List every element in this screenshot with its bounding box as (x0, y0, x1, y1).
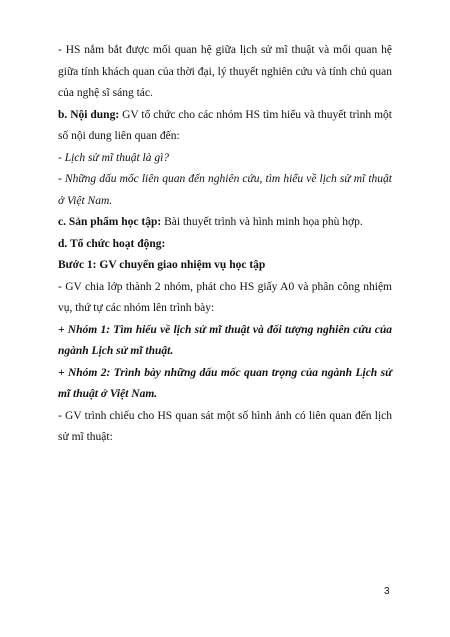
group-assignment-paragraph: - GV chia lớp thành 2 nhóm, phát cho HS giấy A0 và phân công nhiệm vụ, thứ tự các nhóm lên trình bày: (58, 280, 392, 314)
organization-heading: d. Tổ chức hoạt động: (58, 237, 166, 250)
question-item: - Lịch sử mĩ thuật là gì? (58, 151, 170, 164)
slideshow-paragraph: - GV trình chiếu cho HS quan sát một số hình ảnh có liên quan đến lịch sử mĩ thuật: (58, 409, 392, 443)
content-paragraph (58, 105, 392, 148)
objective-paragraph: - HS nắm bắt được mối quan hệ giữa lịch sử mĩ thuật và mối quan hệ giữa tính khách quan của thời đại, lý thuyết nghiên cứu và tính chủ quan của nghệ sĩ sáng tác. (58, 44, 392, 99)
step-1-heading: Bước 1: GV chuyển giao nhiệm vụ học tập (58, 259, 266, 271)
group-2-task: + Nhóm 2: Trình bày những dấu mốc quan trọng của ngành Lịch sử mĩ thuật ở Việt Nam. (58, 366, 392, 400)
page-number: 3 (384, 586, 390, 597)
product-label: c. Sản phẩm học tập: (58, 216, 162, 228)
milestone-item: - Những dấu mốc liên quan đến nghiên cứu, tìm hiểu về lịch sử mĩ thuật ở Việt Nam. (58, 173, 392, 207)
document-body (58, 40, 392, 449)
product-paragraph (58, 212, 392, 234)
group-1-task: + Nhóm 1: Tìm hiểu về lịch sử mĩ thuật và đối tượng nghiên cứu của ngành Lịch sử mĩ thuật. (58, 323, 392, 357)
content-label: b. Nội dung: (58, 108, 120, 121)
product-text: Bài thuyết trình và hình minh họa phù hợp. (161, 216, 363, 228)
content-text: GV tổ chức cho các nhóm HS tìm hiểu và thuyết trình một số nội dung liên quan đến: (58, 108, 392, 142)
